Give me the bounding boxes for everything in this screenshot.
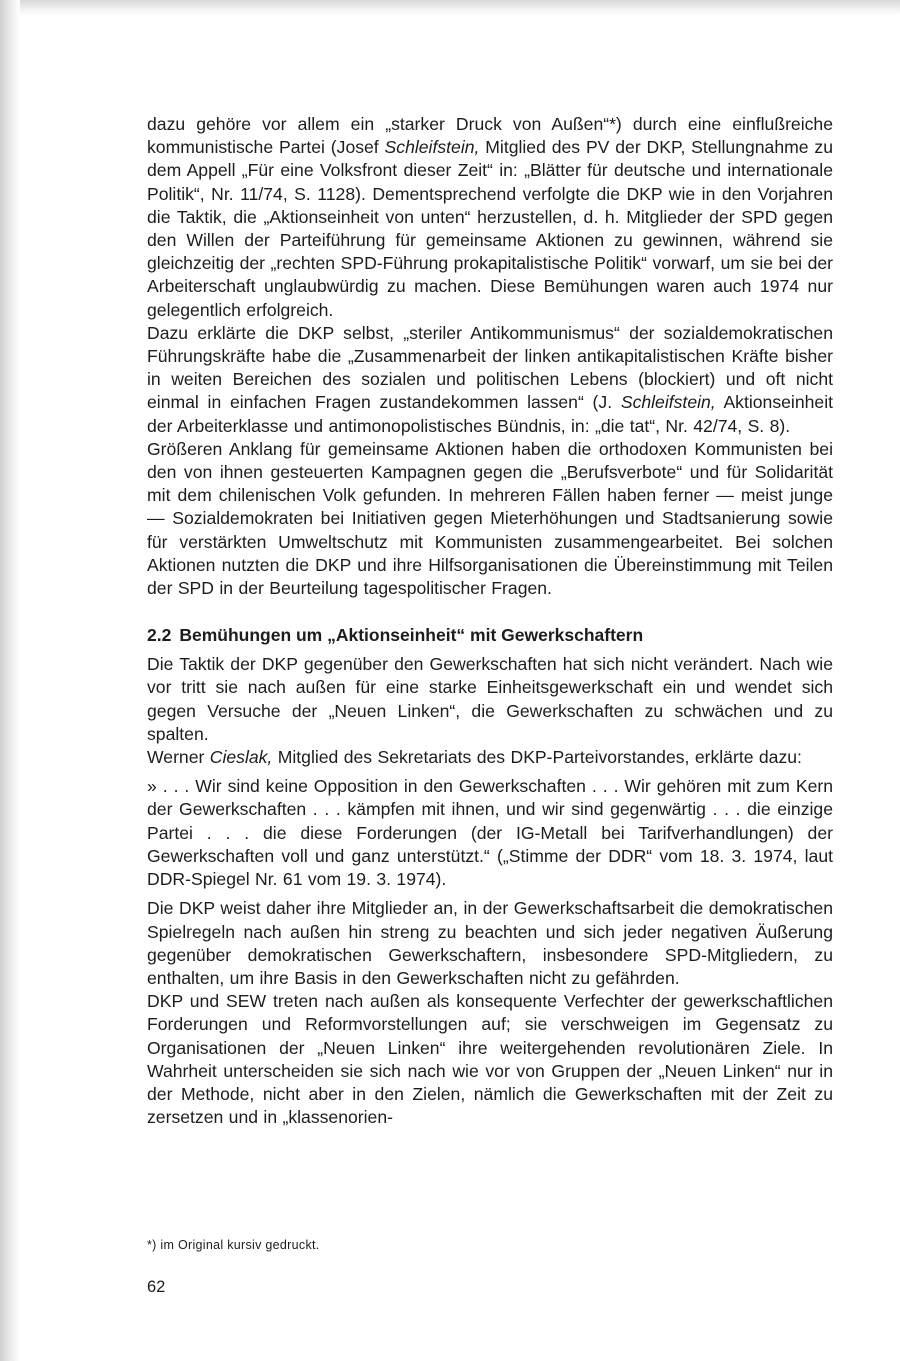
paragraph-2-text-b: Aktionseinheit der Arbeiterklasse und antimonopolistisches Bündnis, in: „die tat“, Nr. 42/74, S. 8). [147,392,833,436]
paragraph-5-text-b: Mitglied des Sekretariats des DKP-Parteivorstandes, erklärte dazu: [272,747,802,768]
paragraph-7: DKP und SEW treten nach außen als konsequente Verfechter der gewerkschaftlichen Forderungen und Reformvorstellungen auf; sie verschweigen im Gegensatz zu Organisationen der „Neuen Linken“ ihre weitergehenden revolutionären Ziele. In Wahrheit unterscheiden sie sich nach wie vor von Gruppen der „Neuen Linken“ nur in der Methode, nicht aber in den Zielen, nämlich die Gewerkschaften mit der Zeit zu zersetzen und in „klassenorien- [147,991,833,1128]
section-heading [147,624,833,647]
paragraph-6: Die DKP weist daher ihre Mitglieder an, in der Gewerkschaftsarbeit die demokratischen Spielregeln nach außen hin streng zu beachten und sich jeder negativen Äußerung gegenüber demokratischen Gewerkschaftern, insbesondere SPD-Mitgliedern, zu enthalten, um ihre Basis in den Gewerkschaften nicht zu gefährden. [147,898,833,988]
author-name-schleifstein: Schleifstein, [384,137,480,158]
paragraph-5 [147,746,833,769]
footnote: *) im Original kursiv gedruckt. [147,1238,320,1252]
paragraph-5-text-a: Werner [147,747,210,768]
author-name-schleifstein-2: Schleifstein, [620,392,716,413]
scan-edge-top [0,0,900,16]
author-name-cieslak: Cieslak, [209,747,273,768]
paragraph-4: Die Taktik der DKP gegenüber den Gewerkschaften hat sich nicht verändert. Nach wie vor tritt sie nach außen für eine starke Einheitsgewerkschaft ein und wendet sich gegen Versuche der „Neuen Linken“, die Gewerkschaften zu schwächen und zu spalten. [147,654,833,744]
page-body [147,113,833,1129]
section-title: Bemühungen um „Aktionseinheit“ mit Gewerkschaftern [179,625,644,646]
paragraph-2 [147,322,833,438]
paragraph-1-text-a: dazu gehöre vor allem ein „starker Druck von Außen“*) durch eine einflußreiche kommunistische Partei (Josef [147,114,833,158]
paragraph-2-text-a: Dazu erklärte die DKP selbst, „steriler Antikommunismus“ der sozialdemokratischen Führungskräfte habe die „Zusammenarbeit der linken antikapitalistischen Kräfte bisher in weiten Bereichen des sozialen und politischen Lebens (blockiert) und oft nicht einmal in einfachen Fragen zustandekommen lassen“ (J. [147,322,833,413]
paragraph-1 [147,113,833,322]
paragraph-1-text-b: Mitglied des PV der DKP, Stellungnahme zu dem Appell „Für eine Volksfront dieser Zeit“ in: „Blätter für deutsche und internationale Politik“, Nr. 11/74, S. 1128). Dementsprechend verfolgte die DKP wie in den Vorjahren die Taktik, die „Aktionseinheit von unten“ herzustellen, d. h. Mitglieder der SPD gegen den Willen der Parteiführung für gemeinsame Aktionen zu gewinnen, während sie gleichzeitig der „rechten SPD-Führung prokapitalistische Politik“ vorwarf, um sie bei der Arbeiterschaft unglaubwürdig zu machen. Diese Bemühungen waren auch 1974 nur gelegentlich erfolgreich. [147,137,833,320]
page-number: 62 [147,1278,166,1296]
paragraph-3: Größeren Anklang für gemeinsame Aktionen haben die orthodoxen Kommunisten bei den von ihnen gesteuerten Kampagnen gegen die „Berufsverbote“ und für Solidarität mit dem chilenischen Volk gefunden. In mehreren Fällen haben ferner — meist junge — Sozialdemokraten bei Initiativen gegen Mieterhöhungen und Stadtsanierung sowie für verstärkten Umweltschutz mit Kommunisten zusammengearbeitet. Bei solchen Aktionen nutzten die DKP und ihre Hilfsorganisationen die Übereinstimmung mit Teilen der SPD in der Beurteilung tagespolitischer Fragen. [147,438,833,599]
section-number: 2.2 [147,625,172,646]
scan-edge-left [0,0,20,1361]
quote-block: » . . . Wir sind keine Opposition in den Gewerkschaften . . . Wir gehören mit zum Kern der Gewerkschaften . . . kämpfen mit ihnen, und wir sind gegenwärtig . . . die einzige Partei . . . die diese Forderungen (der IG-Metall bei Tarifverhandlungen) der Gewerkschaften voll und ganz unterstützt.“ („Stimme der DDR“ vom 18. 3. 1974, laut DDR-Spiegel Nr. 61 vom 19. 3. 1974). [147,776,833,890]
